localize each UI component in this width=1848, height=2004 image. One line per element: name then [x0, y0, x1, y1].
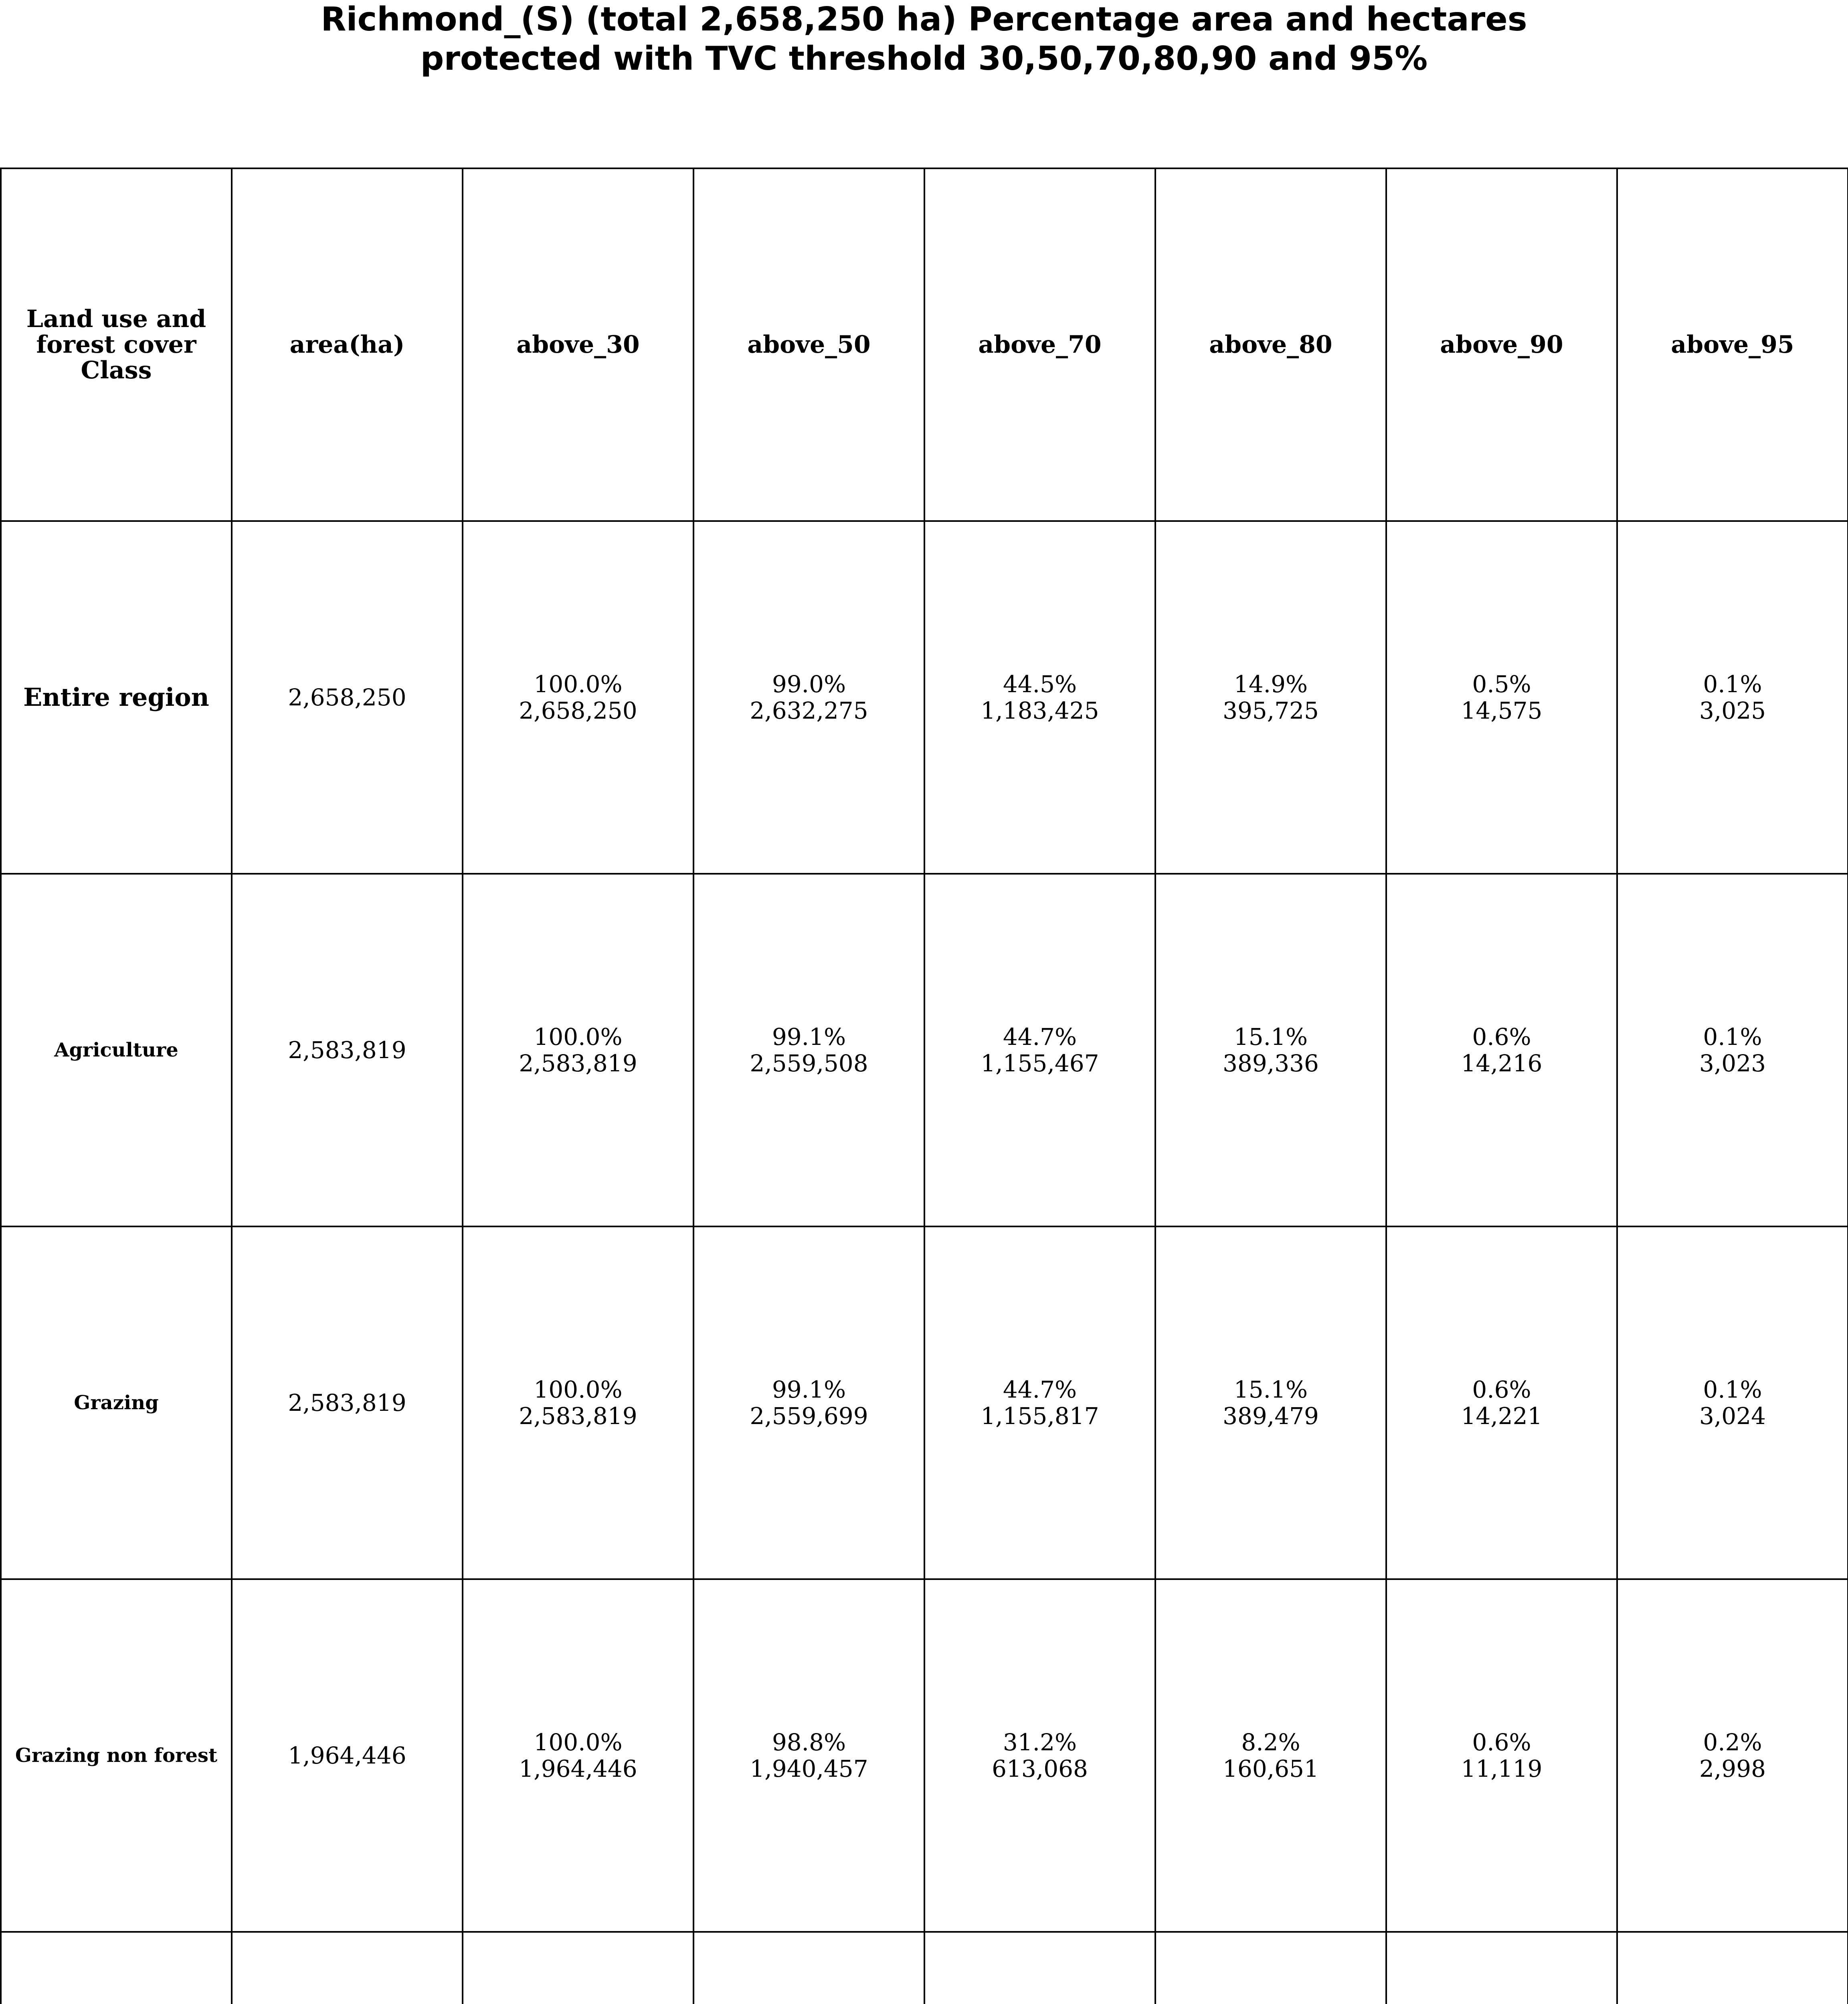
- table-row: [1, 1579, 1848, 1932]
- cell-pct: 44.7%: [1003, 1376, 1077, 1403]
- header-class: Land use and forest cover Class: [1, 168, 232, 521]
- cell-ha: 11,119: [1461, 1755, 1543, 1782]
- cell-pct: 0.5%: [1472, 671, 1531, 698]
- title-line-2: protected with TVC threshold 30,50,70,80,90 and 95%: [420, 40, 1428, 78]
- cell-above-80: [1155, 1579, 1386, 1932]
- cell-above-95: [1617, 1932, 1848, 2004]
- cell-ha: 2,583,819: [519, 1402, 637, 1430]
- cell-pct: 99.0%: [772, 671, 846, 698]
- row-area: 2,658,250: [232, 521, 463, 874]
- cell-above-50: [694, 874, 924, 1226]
- cell-above-70: [924, 1579, 1155, 1932]
- cell-pct: 99.1%: [772, 1023, 846, 1050]
- cell-pct: 0.6%: [1472, 1023, 1531, 1050]
- cell-above-50: [694, 1579, 924, 1932]
- table-row: [1, 1226, 1848, 1579]
- row-area: 1,964,446: [232, 1579, 463, 1932]
- cell-ha: 160,651: [1223, 1755, 1319, 1782]
- header-above-80: above_80: [1155, 168, 1386, 521]
- cell-ha: 395,725: [1223, 697, 1319, 724]
- cell-above-30: [463, 1579, 694, 1932]
- row-label: Grazing non forest: [1, 1579, 232, 1932]
- header-above-90: above_90: [1386, 168, 1617, 521]
- cell-above-80: [1155, 874, 1386, 1226]
- cell-ha: 1,940,457: [750, 1755, 868, 1782]
- cell-above-95: [1617, 1579, 1848, 1932]
- header-above-70: above_70: [924, 168, 1155, 521]
- cell-above-90: [1386, 1579, 1617, 1932]
- cell-ha: 1,964,446: [519, 1755, 637, 1782]
- cell-pct: 100.0%: [534, 1729, 623, 1756]
- header-above-50: above_50: [694, 168, 924, 521]
- cell-ha: 389,479: [1223, 1402, 1319, 1430]
- row-label: [1, 1932, 232, 2004]
- cell-ha: 2,998: [1699, 1755, 1766, 1782]
- cell-pct: 15.1%: [1233, 1376, 1308, 1403]
- cell-above-30: [463, 874, 694, 1226]
- cell-above-95: [1617, 1226, 1848, 1579]
- cell-ha: 2,658,250: [519, 697, 637, 724]
- cell-above-80: [1155, 1932, 1386, 2004]
- row-label: Grazing: [1, 1226, 232, 1579]
- cell-ha: 3,025: [1699, 697, 1766, 724]
- cell-above-30: [463, 1226, 694, 1579]
- cell-above-80: [1155, 1226, 1386, 1579]
- header-area: area(ha): [232, 168, 463, 521]
- cell-pct: 8.2%: [1241, 1729, 1300, 1756]
- table-row: [1, 521, 1848, 874]
- cell-above-90: [1386, 1226, 1617, 1579]
- cell-ha: 1,155,817: [981, 1402, 1099, 1430]
- header-above-30: above_30: [463, 168, 694, 521]
- cell-above-70: [924, 874, 1155, 1226]
- cell-pct: 44.7%: [1003, 1023, 1077, 1050]
- cell-pct: 0.6%: [1472, 1376, 1531, 1403]
- cell-pct: 0.2%: [1703, 1729, 1762, 1756]
- cell-ha: 2,559,508: [750, 1050, 868, 1077]
- cell-ha: 2,559,699: [750, 1402, 868, 1430]
- cell-ha: 14,575: [1461, 697, 1543, 724]
- cell-pct: 0.1%: [1703, 671, 1762, 698]
- title-line-1: Richmond_(S) (total 2,658,250 ha) Percentage area and hectares: [321, 0, 1527, 38]
- cell-above-90: [1386, 874, 1617, 1226]
- protection-table: [0, 168, 1848, 2004]
- cell-pct: 0.6%: [1472, 1729, 1531, 1756]
- table-row: [1, 1932, 1848, 2004]
- row-label: Agriculture: [1, 874, 232, 1226]
- cell-ha: 2,632,275: [750, 697, 868, 724]
- cell-above-80: [1155, 521, 1386, 874]
- cell-pct: 100.0%: [534, 1376, 623, 1403]
- row-label: Entire region: [1, 521, 232, 874]
- cell-above-90: [1386, 521, 1617, 874]
- cell-pct: 99.1%: [772, 1376, 846, 1403]
- cell-ha: 3,023: [1699, 1050, 1766, 1077]
- table-header-row: [1, 168, 1848, 521]
- cell-above-30: [463, 521, 694, 874]
- cell-above-70: [924, 1226, 1155, 1579]
- page-title: [0, 0, 1848, 79]
- row-area: 2,583,819: [232, 1226, 463, 1579]
- cell-ha: 1,155,467: [981, 1050, 1099, 1077]
- cell-pct: 100.0%: [534, 1023, 623, 1050]
- cell-ha: 389,336: [1223, 1050, 1319, 1077]
- cell-above-30: [463, 1932, 694, 2004]
- table-row: [1, 874, 1848, 1226]
- cell-ha: 1,183,425: [981, 697, 1099, 724]
- row-area: 2,583,819: [232, 874, 463, 1226]
- cell-above-50: [694, 521, 924, 874]
- cell-pct: 14.9%: [1233, 671, 1308, 698]
- cell-pct: 98.8%: [772, 1729, 846, 1756]
- cell-pct: 15.1%: [1233, 1023, 1308, 1050]
- cell-pct: 0.1%: [1703, 1376, 1762, 1403]
- cell-ha: 3,024: [1699, 1402, 1766, 1430]
- cell-pct: 44.5%: [1003, 671, 1077, 698]
- cell-pct: 100.0%: [534, 671, 623, 698]
- cell-above-95: [1617, 521, 1848, 874]
- cell-ha: 14,221: [1461, 1402, 1543, 1430]
- cell-above-70: [924, 521, 1155, 874]
- cell-above-50: [694, 1226, 924, 1579]
- cell-above-95: [1617, 874, 1848, 1226]
- cell-above-70: [924, 1932, 1155, 2004]
- cell-ha: 2,583,819: [519, 1050, 637, 1077]
- cell-above-90: [1386, 1932, 1617, 2004]
- cell-pct: 31.2%: [1003, 1729, 1077, 1756]
- cell-ha: 613,068: [992, 1755, 1088, 1782]
- cell-ha: 14,216: [1461, 1050, 1543, 1077]
- header-above-95: above_95: [1617, 168, 1848, 521]
- row-area: [232, 1932, 463, 2004]
- cell-above-50: [694, 1932, 924, 2004]
- cell-pct: 0.1%: [1703, 1023, 1762, 1050]
